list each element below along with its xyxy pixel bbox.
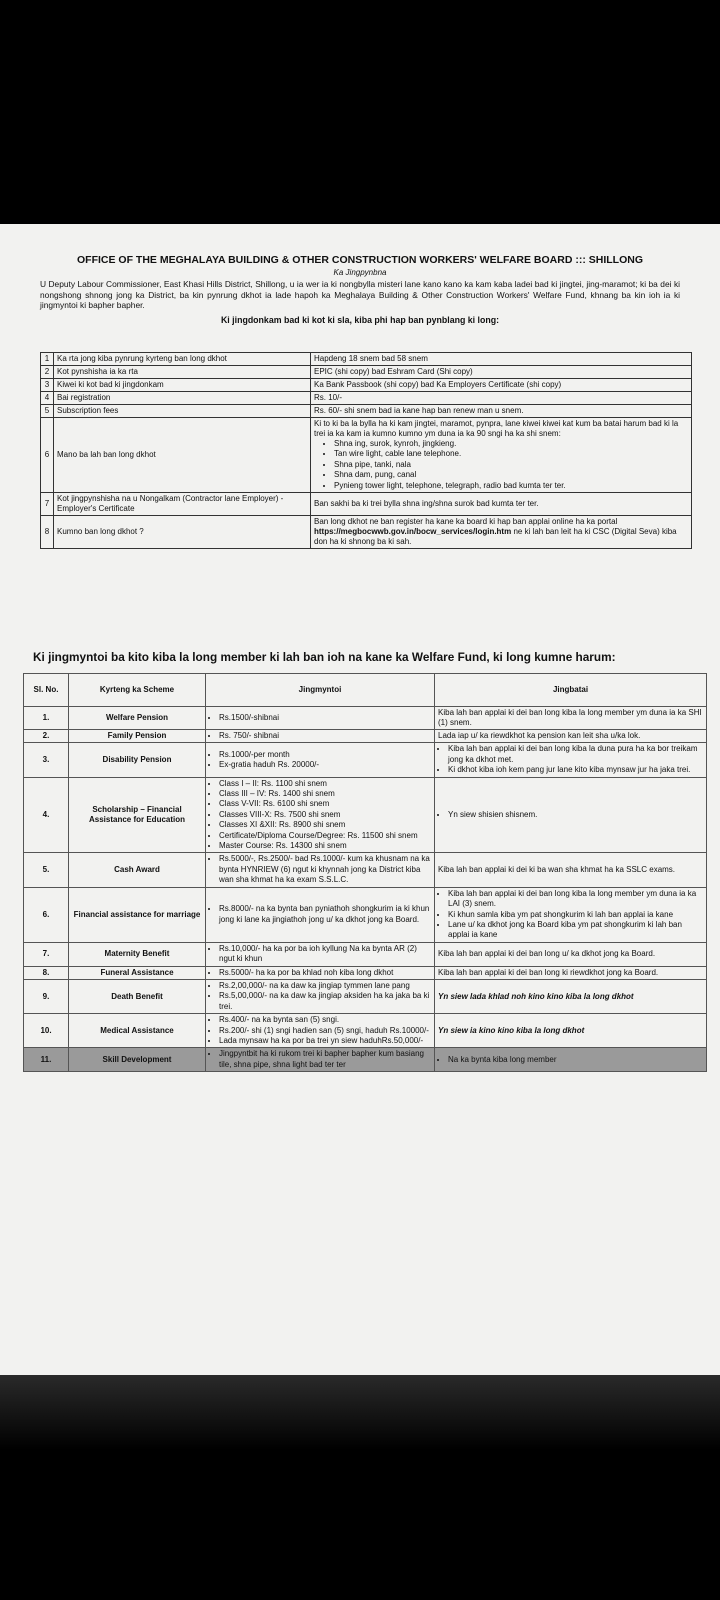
scheme-name: Cash Award — [69, 853, 206, 887]
requirement-text: Hapdeng 18 snem bad 58 snem — [314, 354, 428, 363]
condition-cell — [435, 1048, 707, 1072]
row-number: 7. — [24, 942, 69, 966]
table-header-row — [24, 674, 707, 707]
scheme-name: Skill Development — [69, 1048, 206, 1072]
row-number: 5. — [24, 853, 69, 887]
condition-cell — [435, 942, 707, 966]
list-item: • Rs.10,000/- ha ka por ba ioh kyllung Na ka bynta AR (2) ngut ki khun — [219, 944, 431, 965]
table-row — [24, 730, 707, 743]
requirement-label: Kot pynshisha ia ka rta — [54, 366, 311, 379]
requirement-label: Bai registration — [54, 392, 311, 405]
requirement-text: Ka Bank Passbook (shi copy) bad Ka Employers Certificate (shi copy) — [314, 380, 562, 389]
table-row — [41, 516, 692, 549]
table-row — [24, 979, 707, 1013]
table-row — [24, 707, 707, 730]
table-row — [24, 887, 707, 942]
list-item: • Shna pipe, tanki, nala — [334, 460, 688, 470]
list-item: • Kiba lah ban applai ki dei ban long kiba la long member ym duna ia ka LAI (3) snem. — [448, 889, 703, 910]
table-row — [24, 942, 707, 966]
list-item: • Rs.5000/- ha ka por ba khlad noh kiba long dkhot — [219, 968, 431, 978]
document-page — [0, 224, 720, 1375]
list-item: • Shna ing, surok, kynroh, jingkieng. — [334, 439, 688, 449]
row-number: 4 — [41, 392, 54, 405]
condition-text: Kiba lah ban applai ki dei ban long kiba la long member ym duna ia ka SHI (1) snem. — [438, 708, 702, 727]
table-row — [41, 379, 692, 392]
row-number: 10. — [24, 1014, 69, 1048]
requirement-label: Kot jingpynshisha na u Nongalkam (Contractor lane Employer) - Employer's Certificate — [54, 493, 311, 516]
list-item: • Rs. 750/- shibnai — [219, 731, 431, 741]
scheme-name: Financial assistance for marriage — [69, 887, 206, 942]
table-row — [24, 777, 707, 853]
condition-list — [438, 810, 703, 820]
condition-text: Kiba lah ban applai ki dei ki ba wan sha khmat ha ka SSLC exams. — [438, 865, 676, 875]
header-sl: Sl. No. — [24, 674, 69, 707]
benefit-cell — [206, 853, 435, 887]
benefit-list — [209, 944, 431, 965]
table-row — [24, 853, 707, 887]
condition-cell — [435, 777, 707, 853]
scheme-name: Family Pension — [69, 730, 206, 743]
condition-cell — [435, 887, 707, 942]
condition-text: Yn siew lada khlad noh kino kino kiba la long dkhot — [438, 991, 634, 1001]
condition-text: Lada iap u/ ka riewdkhot ka pension kan leit sha u/ka lok. — [438, 731, 641, 741]
benefit-cell — [206, 743, 435, 777]
table-row — [24, 1048, 707, 1072]
list-item: • Jingpyntbit ha ki rukom trei ki bapher bapher kum basiang tile, shna pipe, shna light bad ter ter — [219, 1049, 431, 1070]
row-number: 5 — [41, 405, 54, 418]
row-number: 2. — [24, 730, 69, 743]
benefit-list — [209, 1049, 431, 1070]
row-number: 2 — [41, 366, 54, 379]
requirement-value — [311, 493, 692, 516]
row-number: 9. — [24, 979, 69, 1013]
row-number: 8 — [41, 516, 54, 549]
requirements-heading: Ki jingdonkam bad ki kot ki sla, kiba phi hap ban pynblang ki long: — [220, 314, 500, 325]
scheme-name: Death Benefit — [69, 979, 206, 1013]
condition-cell — [435, 1014, 707, 1048]
list-item: • Pynieng tower light, telephone, telegraph, radio bad kumta ter ter. — [334, 481, 688, 491]
requirement-value — [311, 366, 692, 379]
intro-paragraph: U Deputy Labour Commissioner, East Khasi Hills District, Shillong, u ia wer ia ki nongbylla misteri lane kano kano ka kam kaba ladei bad ki jingtei, jing-maramot; ki ba dei ki nongshong shnong jong ka District, ba kin pynrung dkhot ia lade hapoh ka Meghalaya Building & Other Construction Workers' Welfare Fund, khnang ba kin ioh ia ki jingmyntoi ki bapher bapher. — [40, 279, 680, 310]
benefit-cell — [206, 730, 435, 743]
benefit-cell — [206, 777, 435, 853]
list-item: • Rs.1500/-shibnai — [219, 713, 431, 723]
benefit-list — [209, 968, 431, 978]
condition-cell — [435, 966, 707, 979]
list-item: • Class V-VII: Rs. 6100 shi snem — [219, 799, 431, 809]
requirement-label: Kiwei ki kot bad ki jingdonkam — [54, 379, 311, 392]
condition-text: Kiba lah ban applai ki dei ban long ki riewdkhot jong ka Board. — [438, 967, 659, 977]
benefit-list — [209, 731, 431, 741]
benefit-cell — [206, 942, 435, 966]
table-row — [24, 966, 707, 979]
requirement-text-cont: ne ki lah ban leit ha ki CSC (Digital Seva) kiba don ha ki shnong ba ki sah. — [314, 527, 677, 547]
row-number: 8. — [24, 966, 69, 979]
scheme-name: Disability Pension — [69, 743, 206, 777]
table-row — [24, 1014, 707, 1048]
row-number: 6. — [24, 887, 69, 942]
condition-list — [438, 889, 703, 941]
condition-list — [438, 744, 703, 775]
list-item: • Certificate/Diploma Course/Degree: Rs. 11500 shi snem — [219, 831, 431, 841]
row-number: 4. — [24, 777, 69, 853]
requirement-label: Mano ba lah ban long dkhot — [54, 418, 311, 493]
list-item: • Tan wire light, cable lane telephone. — [334, 449, 688, 459]
condition-cell — [435, 853, 707, 887]
benefit-list — [209, 750, 431, 771]
list-item: • Ki khun samla kiba ym pat shongkurim ki lah ban applai ia kane — [448, 910, 703, 920]
list-item: • Rs.5,00,000/- na ka daw ka jingiap aksiden ha ka jaka ba ki trei. — [219, 991, 431, 1012]
list-item: • Yn siew shisien shisnem. — [448, 810, 703, 820]
requirement-text: Ki to ki ba la bylla ha ki kam jingtei, maramot, pynpra, lane kiwei kiwei kat kum ba batai harum bad ki la trei ia ka kam ia kumno kumno ym duna ia ka 90 sngi ha ka shi snem: — [314, 419, 679, 438]
requirement-value — [311, 418, 692, 493]
condition-list — [438, 1055, 703, 1065]
header-condition: Jingbatai — [435, 674, 707, 707]
list-item: • Classes XI &XII: Rs. 8900 shi snem — [219, 820, 431, 830]
benefit-list — [209, 713, 431, 723]
requirement-value — [311, 392, 692, 405]
row-number: 7 — [41, 493, 54, 516]
scheme-name: Medical Assistance — [69, 1014, 206, 1048]
list-item: • Rs.400/- na ka bynta san (5) sngi. — [219, 1015, 431, 1025]
header-scheme: Kyrteng ka Scheme — [69, 674, 206, 707]
requirement-text: EPIC (shi copy) bad Eshram Card (Shi copy) — [314, 367, 473, 376]
benefit-list — [209, 904, 431, 925]
list-item: • Lada mynsaw ha ka por ba trei yn siew haduhRs.50,000/- — [219, 1036, 431, 1046]
bottom-shadow — [0, 1375, 720, 1450]
list-item: • Master Course: Rs. 14300 shi snem — [219, 841, 431, 851]
table-row — [24, 743, 707, 777]
row-number: 11. — [24, 1048, 69, 1072]
requirements-table — [40, 352, 692, 549]
list-item: • Rs.1000/-per month — [219, 750, 431, 760]
document-title: OFFICE OF THE MEGHALAYA BUILDING & OTHER CONSTRUCTION WORKERS' WELFARE BOARD ::: SHILLONG — [77, 254, 643, 266]
table-row — [41, 405, 692, 418]
table-row — [41, 493, 692, 516]
requirement-text: Ban sakhi ba ki trei bylla shna ing/shna surok bad kumta ter ter. — [314, 499, 539, 509]
scheme-name: Funeral Assistance — [69, 966, 206, 979]
benefit-list — [209, 854, 431, 885]
row-number: 6 — [41, 418, 54, 493]
table-row — [41, 392, 692, 405]
requirement-text: Rs. 10/- — [314, 393, 343, 402]
scheme-name: Maternity Benefit — [69, 942, 206, 966]
table-row — [41, 353, 692, 366]
list-item: • Rs.8000/- na ka bynta ban pyniathoh shongkurim ia ki khun jong ki lane ka jingiathoh jong u/ ka dkhot jong ka Board. — [219, 904, 431, 925]
list-item: • Ki dkhot kiba ioh kem pang jur lane kito kiba mynsaw jur ha jaka trei. — [448, 765, 703, 775]
header-benefit: Jingmyntoi — [206, 674, 435, 707]
condition-cell — [435, 730, 707, 743]
list-item: • Class III – IV: Rs. 1400 shi snem — [219, 789, 431, 799]
document-subtitle: Ka Jingpynbna — [333, 268, 387, 277]
requirement-label: Subscription fees — [54, 405, 311, 418]
condition-cell — [435, 743, 707, 777]
table-row — [41, 418, 692, 493]
table-row — [41, 366, 692, 379]
list-item: • Rs.5000/-, Rs.2500/- bad Rs.1000/- kum ka khusnam na ka bynta HYNRIEW (6) ngut ki khynnah jong ka District kiba wan sha khmat ha ka exam S.S.L.C. — [219, 854, 431, 885]
list-item: • Rs.200/- shi (1) sngi hadien san (5) sngi, haduh Rs.10000/- — [219, 1026, 431, 1036]
requirement-text: Rs. 60/- shi snem bad ia kane hap ban renew man u snem. — [314, 406, 524, 415]
benefits-table — [23, 673, 707, 1072]
benefits-heading: Ki jingmyntoi ba kito kiba la long member ki lah ban ioh na kane ka Welfare Fund, ki long kumne harum: — [33, 650, 616, 664]
benefit-cell — [206, 887, 435, 942]
benefit-list — [209, 779, 431, 852]
benefit-cell — [206, 979, 435, 1013]
list-item: • Na ka bynta kiba long member — [448, 1055, 703, 1065]
list-item: • Kiba lah ban applai ki dei ban long kiba la duna pura ha ka bor treikam jong ka dkhot met. — [448, 744, 703, 765]
row-number: 3. — [24, 743, 69, 777]
requirement-value — [311, 353, 692, 366]
benefit-cell — [206, 966, 435, 979]
requirement-list — [314, 439, 688, 491]
row-number: 1. — [24, 707, 69, 730]
requirement-label: Ka rta jong kiba pynrung kyrteng ban long dkhot — [54, 353, 311, 366]
scheme-name: Welfare Pension — [69, 707, 206, 730]
list-item: • Shna dam, pung, canal — [334, 470, 688, 480]
scheme-name: Scholarship – Financial Assistance for Education — [69, 777, 206, 853]
condition-cell — [435, 979, 707, 1013]
benefit-cell — [206, 707, 435, 730]
requirement-text: Ban long dkhot ne ban register ha kane ka board ki hap ban applai online ha ka portal — [314, 517, 618, 527]
benefit-list — [209, 1015, 431, 1046]
list-item: • Class I – II: Rs. 1100 shi snem — [219, 779, 431, 789]
list-item: • Rs.2,00,000/- na ka daw ka jingiap tymmen lane pang — [219, 981, 431, 991]
row-number: 3 — [41, 379, 54, 392]
benefit-list — [209, 981, 431, 1012]
list-item: • Lane u/ ka dkhot jong ka Board kiba ym pat shongkurim ki lah ban applai ia kane — [448, 920, 703, 941]
requirement-value — [311, 516, 692, 549]
benefit-cell — [206, 1014, 435, 1048]
condition-cell — [435, 707, 707, 730]
list-item: • Ex-gratia haduh Rs. 20000/- — [219, 760, 431, 770]
condition-text: Yn siew ia kino kino kiba la long dkhot — [438, 1025, 585, 1035]
portal-link[interactable]: https://megbocwwb.gov.in/bocw_services/login.htm — [314, 527, 512, 537]
condition-text: Kiba lah ban applai ki dei ban long u/ ka dkhot jong ka Board. — [438, 949, 656, 959]
requirement-value — [311, 379, 692, 392]
list-item: • Classes VIII-X: Rs. 7500 shi snem — [219, 810, 431, 820]
benefit-cell — [206, 1048, 435, 1072]
top-black-band — [0, 0, 720, 224]
row-number: 1 — [41, 353, 54, 366]
requirement-label: Kumno ban long dkhot ? — [54, 516, 311, 549]
requirement-value — [311, 405, 692, 418]
